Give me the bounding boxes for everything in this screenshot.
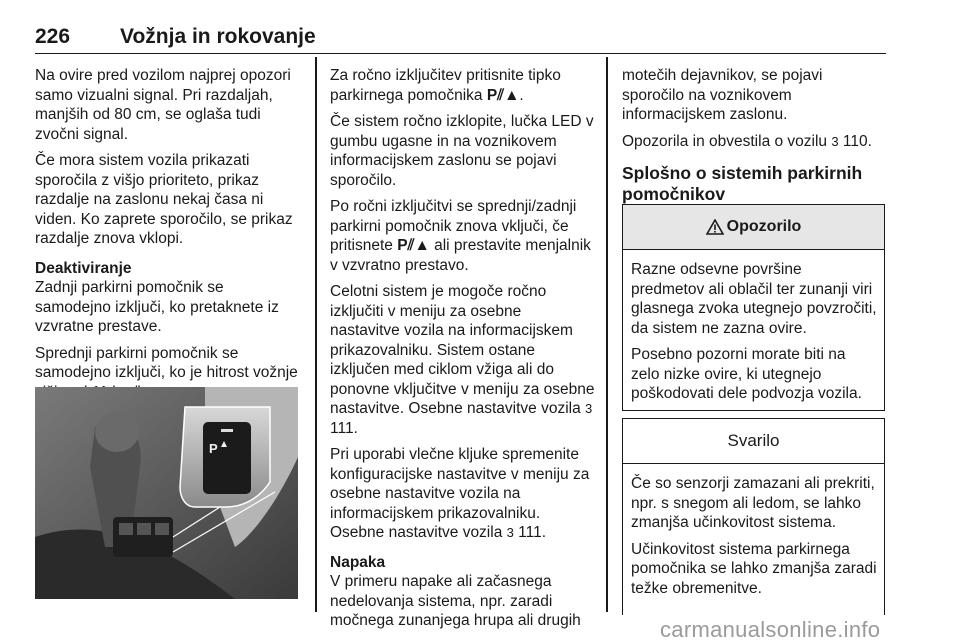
paragraph: Na ovire pred vozilom najprej opozori samo vizualni signal. Pri razdaljah, manjših od 80 cm, se oglaša tudi zvočni signal.	[35, 67, 291, 143]
caution-box-header	[623, 419, 884, 464]
paragraph: Če mora sistem vozila prikazati sporočila z višjo prioriteto, prikaz razdalje na zaslonu nekaj časa ni viden. Ko zaprete sporočilo, se prikaz razdalje znova vklopi.	[35, 152, 293, 247]
page-reference-link[interactable]: 111	[330, 419, 354, 437]
paragraph: Celotni sistem je mogoče ročno izključiti v meniju za osebne nastavitve vozila na informacijskem prikazovalniku. Sistem ostane izključen med ciklom vžiga ali do ponovne vključitve v meniju za osebne nastavitve. Osebne nastavitve vozila 3 111.	[330, 283, 595, 437]
warning-box-header	[623, 205, 884, 250]
watermark: carmanualsonline.info	[660, 617, 881, 642]
page-reference-link[interactable]: 110	[842, 132, 868, 150]
paragraph: Zadnji parkirni pomočnik se samodejno izključi, ko pretaknete iz vzvratne prestave.	[35, 279, 279, 335]
parking-assist-icon: P⫽▲	[486, 86, 520, 104]
column-2	[330, 66, 595, 638]
section-heading-deactivation: Deaktiviranje	[35, 259, 132, 277]
column-divider	[315, 57, 317, 612]
column-3	[622, 66, 888, 211]
page-reference-arrow-icon: 3	[831, 133, 839, 149]
column-1	[35, 66, 300, 409]
caution-box	[622, 418, 885, 615]
parking-assist-icon: P⫽▲	[397, 237, 430, 254]
warning-box	[622, 204, 885, 411]
paragraph: Razne odsevne površine predmetov ali oblačil ter zunanji viri glasnega zvoka utegnejo povzročiti, da sistem ne zazna ovire.	[631, 261, 877, 337]
paragraph: motečih dejavnikov, se pojavi sporočilo na voznikovem informacijskem zaslonu.	[622, 67, 823, 123]
paragraph: Učinkovitost sistema parkirnega pomočnika se lahko zmanjša zaradi težke obremenitve.	[631, 540, 877, 597]
paragraph: Če so senzorji zamazani ali prekriti, npr. s snegom ali ledom, se lahko zmanjša učinkovitost sistema.	[631, 475, 875, 531]
column-divider	[606, 57, 608, 612]
page-reference-arrow-icon: 3	[585, 401, 593, 416]
section-heading-fault: Napaka	[330, 553, 386, 571]
warning-box-body	[623, 250, 884, 404]
paragraph: Za ročno izključitev pritisnite tipko parkirnega pomočnika P⫽▲.	[330, 67, 561, 104]
section-heading-general: Splošno o sistemih parkirnih pomočnikov	[622, 163, 863, 204]
page-number: 226	[35, 25, 71, 48]
paragraph: Opozorila in obvestila o vozilu 3 110.	[622, 132, 872, 150]
paragraph: Če sistem ročno izklopite, lučka LED v gumbu ugasne in na voznikovem informacijskem zaslonu se pojavi sporočilo.	[330, 113, 594, 189]
warning-triangle-icon	[706, 219, 724, 235]
page-reference-arrow-icon: 3	[506, 525, 514, 540]
caution-box-body	[623, 464, 884, 598]
page-title: Vožnja in rokovanje	[120, 25, 316, 48]
caution-box-title: Svarilo	[727, 431, 780, 450]
paragraph: V primeru napake ali začasnega nedelovanja sistema, npr. zaradi močnega zunanjega hrupa ali drugih	[330, 573, 581, 629]
paragraph: Sprednji parkirni pomočnik se samodejno izključi, ko je hitrost vožnje	[35, 344, 298, 381]
page-reference-link[interactable]: 111	[518, 524, 542, 541]
parking-button-illustration	[35, 387, 298, 599]
warning-box-title: Opozorilo	[726, 218, 802, 235]
paragraph: Posebno pozorni morate biti na zelo nizke ovire, ki utegnejo poškodovati dele podvozja vozila.	[631, 346, 862, 402]
paragraph: Pri uporabi vlečne kljuke spremenite konfiguracijske nastavitve v meniju za osebne nastavitve vozila na informacijskem prikazovalniku. Osebne nastavitve vozila 3 111.	[330, 446, 590, 541]
paragraph: Po ročni izključitvi se sprednji/zadnji parkirni pomočnik znova vključi, če pritisnete P⫽▲ ali prestavite menjalnik v vzvratno prestavo.	[330, 198, 591, 274]
parking-button-label: P	[209, 441, 218, 456]
page-header	[35, 23, 886, 54]
